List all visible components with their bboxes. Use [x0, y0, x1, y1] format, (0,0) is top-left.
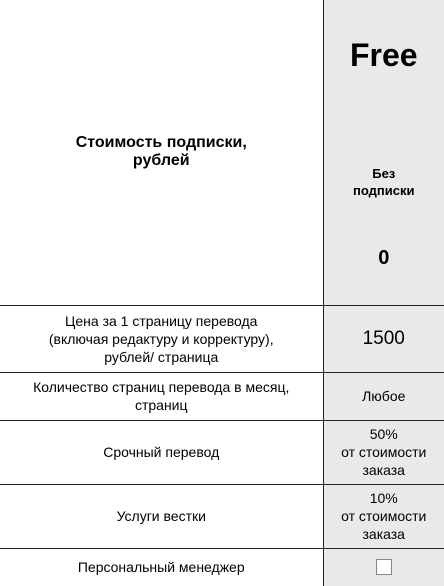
row-value-line: 10% — [369, 490, 398, 506]
row-label-line: Услуги вестки — [116, 508, 206, 524]
row-value-line: 50% — [369, 426, 398, 442]
row-label-line: Цена за 1 страницу перевода — [65, 312, 258, 329]
row-label-line: страниц — [134, 397, 188, 413]
row-label-line: Срочный перевод — [103, 444, 220, 460]
plan-name: Free — [349, 37, 418, 73]
value-pages-per-month — [323, 372, 444, 420]
plan-subtitle — [324, 165, 444, 199]
row-label-personal-manager — [0, 548, 323, 586]
row-label-pages-per-month — [0, 372, 323, 420]
plan-header — [323, 0, 444, 305]
row-value-line: от стоимости — [341, 444, 427, 460]
plan-price: 0 — [378, 247, 390, 269]
value-urgent-translation — [323, 420, 444, 484]
value-layout-services — [323, 484, 444, 548]
subscription-cost-label — [0, 0, 323, 305]
row-label-layout-services — [0, 484, 323, 548]
value-personal-manager — [323, 548, 444, 586]
row-label-line: Количество страниц перевода в месяц, — [33, 379, 290, 395]
plan-subtitle-line2: подписки — [353, 183, 415, 198]
personal-manager-checkbox[interactable] — [376, 559, 392, 575]
table-row — [0, 372, 444, 420]
row-value-line: Любое — [362, 388, 406, 404]
table-row — [0, 420, 444, 484]
plan-subtitle-line1: Без — [372, 166, 396, 181]
row-label-price-per-page — [0, 305, 323, 372]
row-value-line: заказа — [362, 526, 405, 542]
row-label-line: Персональный менеджер — [77, 559, 245, 576]
row-value-line: от стоимости — [341, 508, 427, 524]
table-row — [0, 484, 444, 548]
value-price-per-page — [323, 305, 444, 372]
table-row — [0, 305, 444, 372]
subscription-cost-label-line2: рублей — [132, 152, 190, 170]
row-label-line: (включая редактуру и корректуру), — [48, 330, 274, 347]
row-value-line: заказа — [362, 462, 405, 478]
row-label-urgent-translation — [0, 420, 323, 484]
row-value-line: 1500 — [362, 327, 405, 349]
table-row — [0, 548, 444, 586]
row-label-line: рублей/ страница — [104, 348, 219, 365]
subscription-cost-label-line1: Стоимость подписки, — [75, 134, 247, 152]
